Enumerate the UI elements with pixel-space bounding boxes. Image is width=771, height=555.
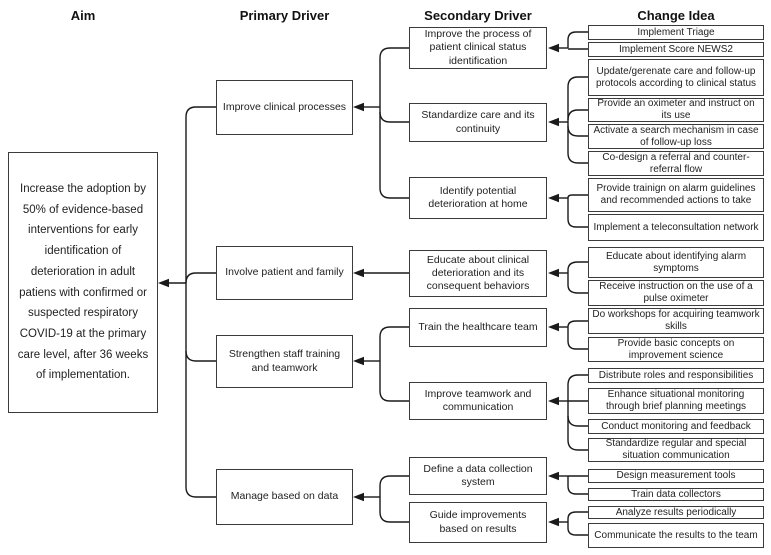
change-idea-box: Analyze results periodically xyxy=(588,506,764,519)
secondary-driver-box: Train the healthcare team xyxy=(409,308,547,347)
change-idea-box: Educate about identifying alarm symptoms xyxy=(588,247,764,278)
arrowhead-icon xyxy=(353,357,364,366)
secondary-driver-box: Standardize care and its continuity xyxy=(409,103,547,142)
change-idea-box: Update/gerenate care and follow-up protocols according to clinical status xyxy=(588,59,764,96)
connectors-primary-to-aim xyxy=(158,107,216,497)
arrowhead-icon xyxy=(548,118,559,127)
primary-driver-box: Involve patient and family xyxy=(216,246,353,300)
change-idea-box: Distribute roles and responsibilities xyxy=(588,368,764,383)
secondary-driver-box: Guide improvements based on results xyxy=(409,502,547,543)
arrowhead-icon xyxy=(548,269,559,278)
aim-box: Increase the adoption by 50% of evidence-based interventions for early identification of deterioration in adult patiens with confirmed or suspected respiratory COVID-19 at the primary care level, after 36 weeks of implementation. xyxy=(8,152,158,413)
connectors-change-to-secondary xyxy=(548,32,588,535)
arrowhead-icon xyxy=(548,518,559,527)
change-idea-box: Do workshops for acquiring teamwork skills xyxy=(588,308,764,334)
change-idea-box: Provide trainign on alarm guidelines and recommended actions to take xyxy=(588,178,764,212)
column-header-change-idea: Change Idea xyxy=(637,8,715,23)
column-header-primary-driver: Primary Driver xyxy=(239,8,330,23)
arrowhead-icon xyxy=(548,323,559,332)
primary-driver-box: Strengthen staff training and teamwork xyxy=(216,335,353,388)
secondary-driver-box: Educate about clinical deterioration and its consequent behaviors xyxy=(409,250,547,297)
arrowhead-icon xyxy=(353,103,364,112)
change-idea-box: Implement Score NEWS2 xyxy=(588,42,764,57)
change-idea-box: Provide basic concepts on improvement science xyxy=(588,337,764,362)
arrowhead-icon xyxy=(548,472,559,481)
connectors-secondary-to-primary xyxy=(353,48,409,522)
column-header-secondary-driver: Secondary Driver xyxy=(424,8,532,23)
arrowhead-icon xyxy=(548,194,559,203)
secondary-driver-box: Define a data collection system xyxy=(409,457,547,495)
column-header-aim: Aim xyxy=(70,8,96,23)
change-idea-box: Train data collectors xyxy=(588,488,764,501)
secondary-driver-box: Improve teamwork and communication xyxy=(409,382,547,420)
change-idea-box: Activate a search mechanism in case of follow-up loss xyxy=(588,124,764,149)
change-idea-box: Provide an oximeter and instruct on its use xyxy=(588,98,764,122)
change-idea-box: Implement a teleconsultation network xyxy=(588,214,764,241)
arrowhead-icon xyxy=(158,279,169,288)
change-idea-box: Conduct monitoring and feedback xyxy=(588,419,764,434)
primary-driver-box: Improve clinical processes xyxy=(216,80,353,135)
secondary-driver-box: Improve the process of patient clinical status identification xyxy=(409,27,547,69)
change-idea-box: Co-design a referral and counter-referral flow xyxy=(588,151,764,176)
change-idea-box: Enhance situational monitoring through brief planning meetings xyxy=(588,388,764,414)
change-idea-box: Receive instruction on the use of a pulse oximeter xyxy=(588,280,764,306)
arrowhead-icon xyxy=(548,397,559,406)
arrowhead-icon xyxy=(353,493,364,502)
change-idea-box: Implement Triage xyxy=(588,25,764,40)
arrowhead-icon xyxy=(353,269,364,278)
primary-driver-box: Manage based on data xyxy=(216,469,353,525)
secondary-driver-box: Identify potential deterioration at home xyxy=(409,177,547,219)
change-idea-box: Standardize regular and special situation communication xyxy=(588,438,764,462)
arrowhead-icon xyxy=(548,44,559,53)
change-idea-box: Communicate the results to the team xyxy=(588,523,764,548)
change-idea-box: Design measurement tools xyxy=(588,469,764,483)
